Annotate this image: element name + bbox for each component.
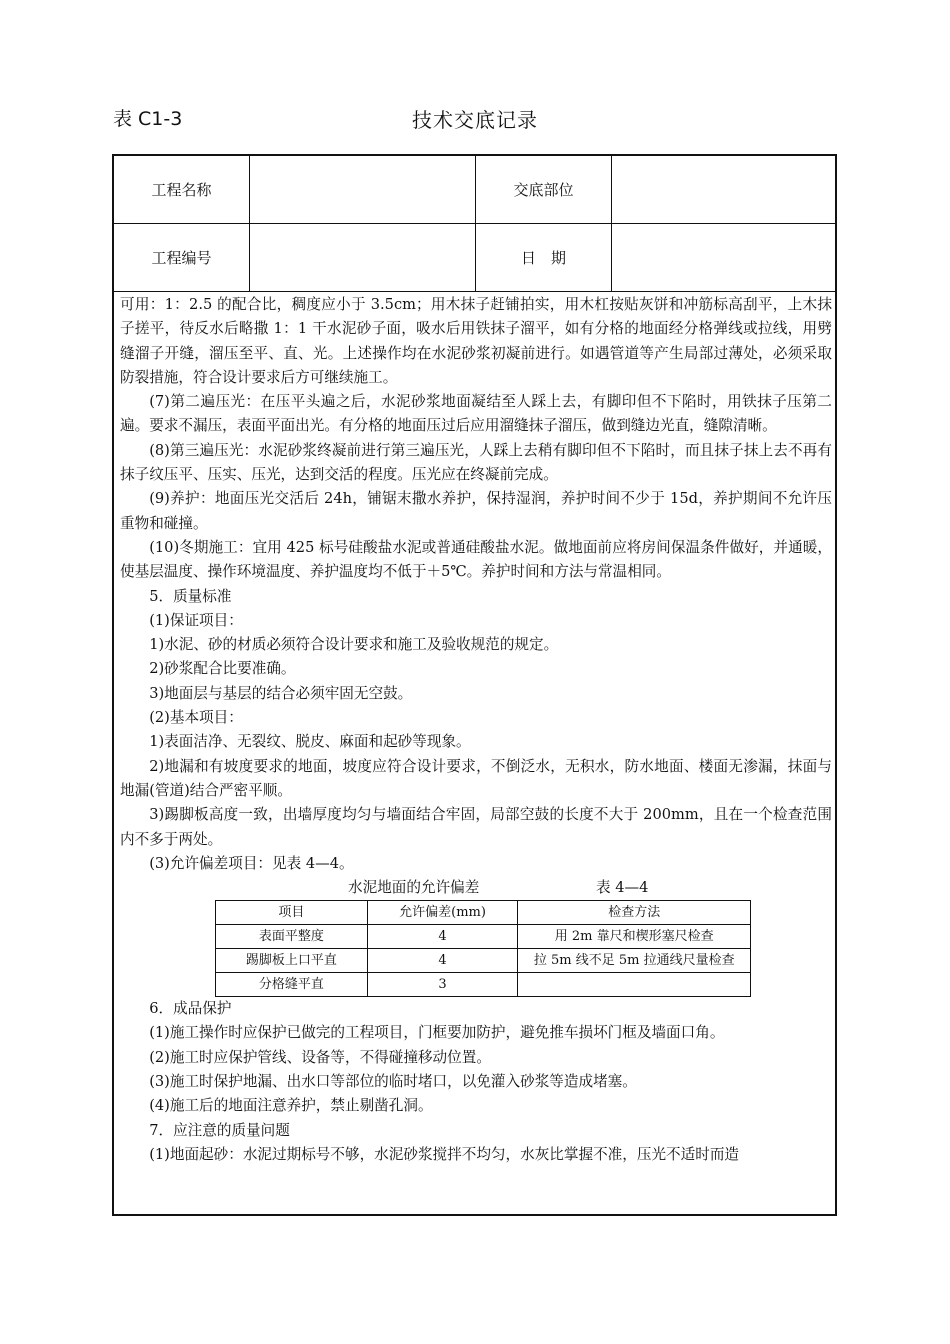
section-heading: 6．成品保护: [149, 1000, 232, 1018]
paragraph: (7)第二遍压光：在压平头遍之后，水泥砂浆地面凝结至人踩上去，有脚印但不下陷时，用铁抹子压第二遍。要求不漏压，表面平面出光。有分格的地面压过后应用溜缝抹子溜压，做到缝边光直，缝隙清晰。: [120, 393, 832, 435]
paragraph: (1)地面起砂：水泥过期标号不够，水泥砂浆搅拌不均匀，水灰比掌握不准，压光不适时而造: [149, 1145, 740, 1163]
table-header-cell: 项目: [216, 901, 368, 925]
table-caption: [120, 876, 832, 900]
paragraph: 3)踢脚板高度一致，出墙厚度均匀与墙面结合牢固，局部空鼓的长度不大于 200mm，且在一个检查范围内不多于两处。: [120, 806, 832, 848]
table-cell: 3: [367, 973, 518, 997]
table-code: 表 4—4: [596, 879, 649, 897]
paragraph: (3)施工时保护地漏、出水口等部位的临时堵口，以免灌入砂浆等造成堵塞。: [149, 1073, 637, 1091]
column-divider: [249, 156, 250, 291]
paragraph: (1)保证项目：: [149, 611, 243, 629]
paragraph: (8)第三遍压光：水泥砂浆终凝前进行第三遍压光，人踩上去稍有脚印但不下陷时，而且抹子抹上去不再有抹子纹压平、压实、压光，达到交活的程度。压光应在终凝前完成。: [120, 441, 832, 484]
paragraph: 2)地漏和有坡度要求的地面，坡度应符合设计要求，不倒泛水，无积水，防水地面、楼面无渗漏，抹面与地漏(管道)结合严密平顺。: [120, 757, 832, 799]
deviation-table: [215, 900, 751, 997]
paragraph: (2)施工时应保护管线、设备等，不得碰撞移动位置。: [149, 1048, 491, 1066]
date-label: 日 期: [520, 249, 566, 267]
table-cell: 表面平整度: [216, 925, 368, 949]
table-header-row: [216, 901, 751, 925]
document-title: 技术交底记录: [412, 108, 538, 132]
table-row: [216, 949, 751, 973]
table-header-cell: 检查方法: [518, 901, 751, 925]
section-heading: 7．应注意的质量问题: [149, 1121, 290, 1139]
column-divider: [475, 156, 476, 291]
disclosure-content: [120, 293, 832, 1167]
table-cell: 拉 5m 线不足 5m 拉通线尺量检查: [518, 949, 751, 973]
paragraph: (1)施工操作时应保护已做完的工程项目，门框要加防护，避免推车损坏门框及墙面口角。: [149, 1024, 725, 1042]
project-name-label: 工程名称: [151, 181, 212, 199]
paragraph: (4)施工后的地面注意养护，禁止剔凿孔洞。: [149, 1097, 433, 1115]
table-row: [216, 973, 751, 997]
paragraph: (9)养护：地面压光交活后 24h，铺锯末撒水养护，保持湿润，养护时间不少于 15d，养护期间不允许压重物和碰撞。: [120, 490, 832, 532]
location-label: 交底部位: [513, 181, 574, 199]
paragraph: (2)基本项目：: [149, 709, 243, 727]
paragraph: 1)表面洁净、无裂纹、脱皮、麻面和起砂等现象。: [149, 733, 471, 751]
table-cell: 4: [367, 925, 518, 949]
record-form: [112, 154, 837, 1216]
paragraph: (3)允许偏差项目：见表 4—4。: [149, 854, 354, 872]
table-cell: 用 2m 靠尺和楔形塞尺检查: [518, 925, 751, 949]
table-cell: [518, 973, 751, 997]
table-title: 水泥地面的允许偏差: [348, 879, 480, 897]
table-cell: 4: [367, 949, 518, 973]
table-cell: 踢脚板上口平直: [216, 949, 368, 973]
paragraph: 1)水泥、砂的材质必须符合设计要求和施工及验收规范的规定。: [149, 636, 559, 654]
column-divider: [611, 156, 612, 291]
table-cell: 分格缝平直: [216, 973, 368, 997]
project-no-label: 工程编号: [151, 249, 212, 267]
form-code: 表 C1-3: [113, 108, 183, 130]
paragraph: 可用：1：2.5 的配合比，稠度应小于 3.5cm；用木抹子赶铺拍实，用木杠按贴灰饼和冲筋标高刮平，上木抹子搓平，待反水后略撒 1：1 干水泥砂子面，吸水后用铁抹子溜平，如有分格的地面经分格弹线或拉线，用劈缝溜子开缝，溜压至平、直、光。上述操作均在水泥砂浆初凝前进行。如遇管道等产生局部过薄处，必须采取防裂措施，符合设计要求后方可继续施工。: [120, 296, 832, 386]
paragraph: 3)地面层与基层的结合必须牢固无空鼓。: [149, 684, 413, 702]
table-header-cell: 允许偏差(mm): [367, 901, 518, 925]
section-heading: 5．质量标准: [149, 587, 232, 605]
paragraph: 2)砂浆配合比要准确。: [149, 660, 296, 678]
paragraph: (10)冬期施工：宜用 425 标号硅酸盐水泥或普通硅酸盐水泥。做地面前应将房间保温条件做好，并通暖，使基层温度、操作环境温度、养护温度均不低于＋5℃。养护时间和方法与常温相同。: [120, 538, 833, 581]
table-row: [216, 925, 751, 949]
